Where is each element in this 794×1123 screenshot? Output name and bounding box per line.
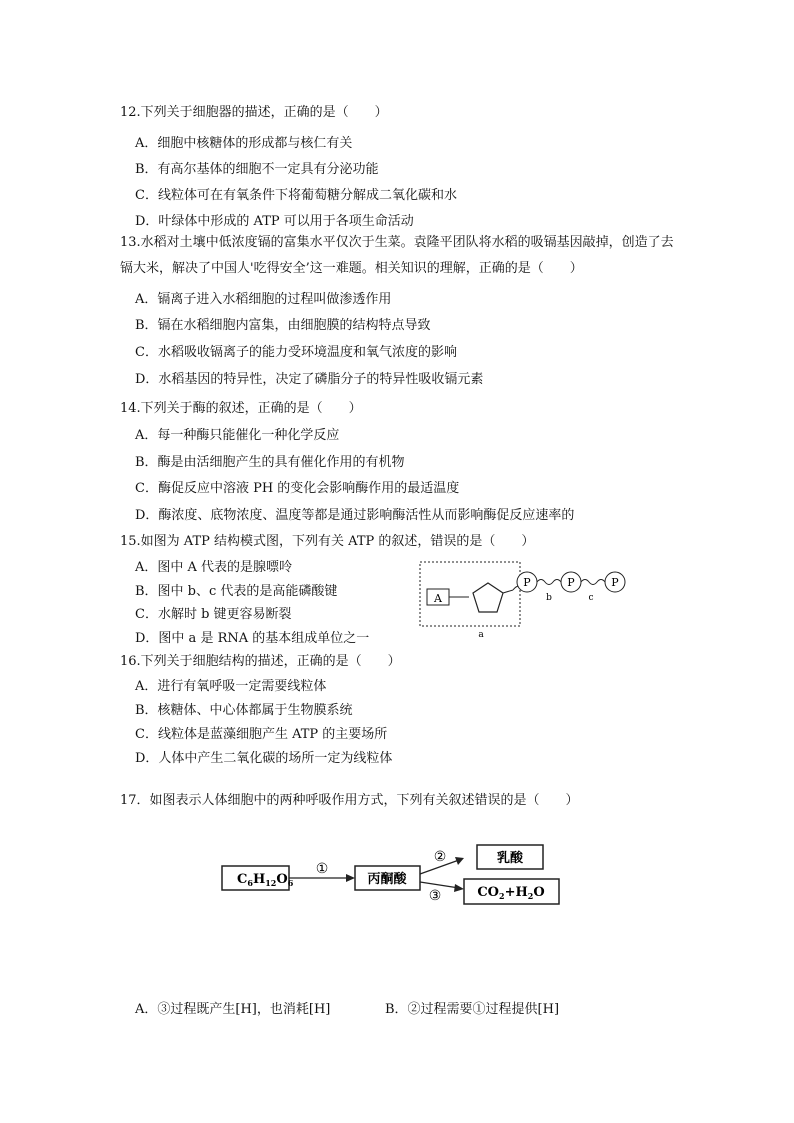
atp-bond-c-label: c xyxy=(588,593,594,603)
question-16-option-a: A．进行有氧呼吸一定需要线粒体 xyxy=(135,679,327,694)
question-12-option-b: B．有高尔基体的细胞不一定具有分泌功能 xyxy=(135,162,379,177)
question-14-option-b: B．酶是由活细胞产生的具有催化作用的有机物 xyxy=(135,455,405,470)
question-14-stem: 14.下列关于酶的叙述，正确的是（ ） xyxy=(120,401,362,416)
question-13-option-c: C．水稻吸收镉离子的能力受环境温度和氧气浓度的影响 xyxy=(135,345,457,360)
question-16-option-d: D．人体中产生二氧化碳的场所一定为线粒体 xyxy=(135,751,393,766)
question-16-option-c: C．线粒体是蓝藻细胞产生 ATP 的主要场所 xyxy=(135,727,388,742)
question-17-option-a: A．③过程既产生[H]，也消耗[H] xyxy=(135,1002,331,1017)
question-17-stem: 17．如图表示人体细胞中的两种呼吸作用方式，下列有关叙述错误的是（ ） xyxy=(120,793,579,808)
question-13-stem: 13.水稻对土壤中低浓度镉的富集水平仅次于生菜。袁隆平团队将水稻的吸镉基因敲掉，创造了去镉大米，解决了中国人'吃得安全’这一难题。相关知识的理解，正确的是（ ） xyxy=(120,235,674,276)
atp-phosphate-2: P xyxy=(567,576,575,589)
glucose-formula: $C_6H_{12}O_6$ xyxy=(237,872,294,888)
question-16-stem: 16.下列关于细胞结构的描述，正确的是（ ） xyxy=(120,654,401,669)
lactic-acid-label: 乳酸 xyxy=(496,851,524,866)
question-17-option-b: B．②过程需要①过程提供[H] xyxy=(385,1002,560,1017)
question-15-option-c: C．水解时 b 键更容易断裂 xyxy=(135,607,292,622)
question-12-stem: 12.下列关于细胞器的描述，正确的是（ ） xyxy=(120,105,388,120)
question-15-option-a: A．图中 A 代表的是腺嘌呤 xyxy=(135,560,293,575)
respiration-diagram xyxy=(215,838,565,910)
co2-h2o-label: $CO_2+H_2O$ xyxy=(477,885,545,901)
atp-adenine-label: A xyxy=(434,592,442,605)
question-13-option-a: A．镉离子进入水稻细胞的过程叫做渗透作用 xyxy=(135,292,392,307)
question-12-option-d: D．叶绿体中形成的 ATP 可以用于各项生命活动 xyxy=(135,214,414,229)
step-2-label: ② xyxy=(433,849,447,865)
question-15-option-b: B．图中 b、c 代表的是高能磷酸键 xyxy=(135,584,338,599)
atp-a-label: a xyxy=(478,630,484,640)
step-1-label: ① xyxy=(315,861,329,877)
atp-phosphate-3: P xyxy=(611,576,619,589)
question-15-option-d: D．图中 a 是 RNA 的基本组成单位之一 xyxy=(135,631,370,646)
question-12-option-c: C．线粒体可在有氧条件下将葡萄糖分解成二氧化碳和水 xyxy=(135,188,457,203)
question-14-option-d: D．酶浓度、底物浓度、温度等都是通过影响酶活性从而影响酶促反应速率的 xyxy=(135,508,575,523)
step-3-label: ③ xyxy=(428,888,442,904)
atp-structure-diagram xyxy=(415,560,630,640)
question-16-option-b: B．核糖体、中心体都属于生物膜系统 xyxy=(135,703,353,718)
question-14-option-a: A．每一种酶只能催化一种化学反应 xyxy=(135,428,340,443)
atp-phosphate-1: P xyxy=(523,576,531,589)
question-15-stem: 15.如图为 ATP 结构模式图，下列有关 ATP 的叙述，错误的是（ ） xyxy=(120,534,535,549)
pyruvate-label: 丙酮酸 xyxy=(367,872,407,887)
question-14-option-c: C．酶促反应中溶液 PH 的变化会影响酶作用的最适温度 xyxy=(135,481,460,496)
atp-bond-b-label: b xyxy=(546,593,552,603)
question-13-option-b: B．镉在水稻细胞内富集，由细胞膜的结构特点导致 xyxy=(135,318,431,333)
question-12-option-a: A．细胞中核糖体的形成都与核仁有关 xyxy=(135,136,353,151)
question-13-option-d: D．水稻基因的特异性，决定了磷脂分子的特异性吸收镉元素 xyxy=(135,372,484,387)
